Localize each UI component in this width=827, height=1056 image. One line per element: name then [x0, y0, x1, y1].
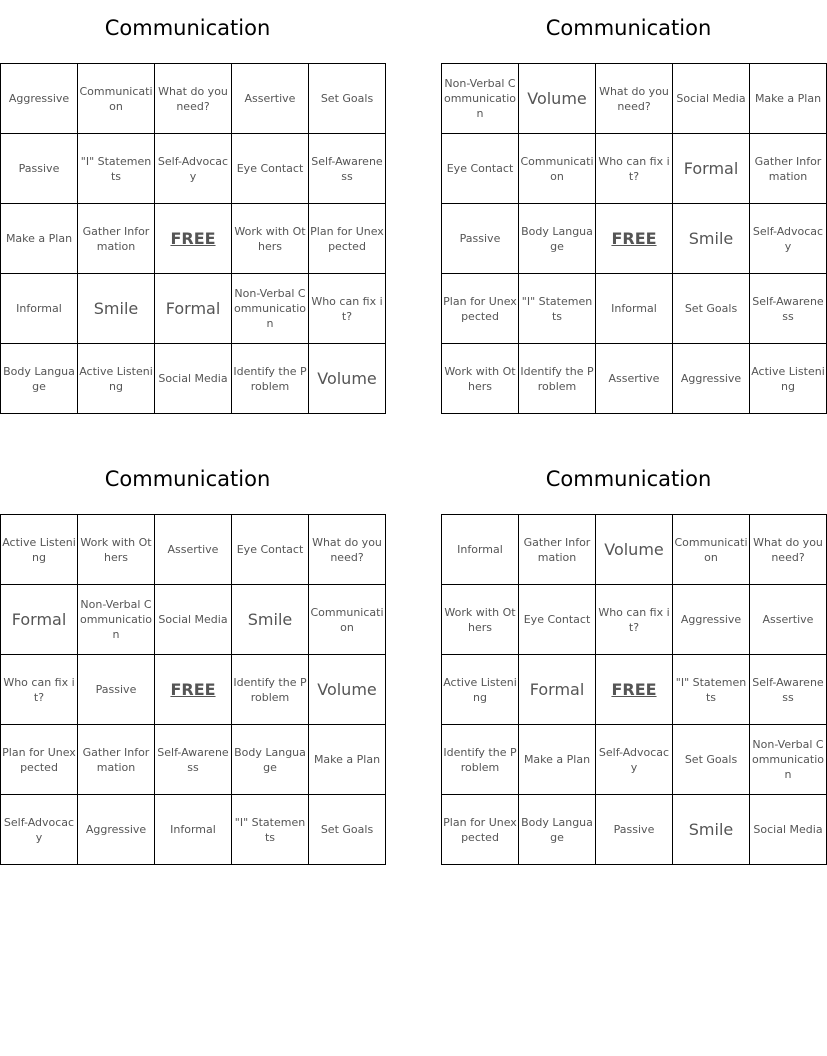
free-space: FREE — [155, 204, 232, 274]
bingo-cell: Aggressive — [1, 64, 78, 134]
bingo-cell: Communication — [673, 515, 750, 585]
bingo-cell: Informal — [442, 515, 519, 585]
bingo-cell: Passive — [442, 204, 519, 274]
grid-row — [442, 134, 827, 204]
bingo-cell: Assertive — [750, 585, 827, 655]
bingo-cell: Informal — [1, 274, 78, 344]
bingo-cell: What do you need? — [309, 515, 386, 585]
grid-row — [442, 274, 827, 344]
bingo-cell: Identify the Problem — [232, 655, 309, 725]
grid-row — [1, 344, 386, 414]
bingo-cell: Make a Plan — [750, 64, 827, 134]
bingo-cell: Smile — [673, 795, 750, 865]
bingo-cell: "I" Statements — [673, 655, 750, 725]
bingo-cell: Eye Contact — [232, 134, 309, 204]
bingo-cell: Volume — [519, 64, 596, 134]
bingo-cell: "I" Statements — [519, 274, 596, 344]
bingo-cell: Non-Verbal Communication — [750, 725, 827, 795]
bingo-cell: Passive — [596, 795, 673, 865]
bingo-cell: Non-Verbal Communication — [78, 585, 155, 655]
card-title: Communication — [104, 467, 271, 491]
bingo-cell: Formal — [519, 655, 596, 725]
bingo-cell: Gather Information — [750, 134, 827, 204]
grid-row — [1, 515, 386, 585]
bingo-cell: Gather Information — [519, 515, 596, 585]
bingo-cell: Non-Verbal Communication — [232, 274, 309, 344]
bingo-cell: Plan for Unexpected — [442, 274, 519, 344]
bingo-grid — [0, 63, 386, 414]
grid-row — [1, 725, 386, 795]
bingo-cell: Self-Awareness — [750, 655, 827, 725]
bingo-cell: Plan for Unexpected — [309, 204, 386, 274]
bingo-cell: Smile — [78, 274, 155, 344]
bingo-cell: Active Listening — [750, 344, 827, 414]
bingo-cell: Self-Awareness — [309, 134, 386, 204]
grid-row — [1, 204, 386, 274]
bingo-cell: Set Goals — [309, 64, 386, 134]
bingo-cell: Body Language — [1, 344, 78, 414]
free-space: FREE — [596, 204, 673, 274]
bingo-cell: Set Goals — [673, 725, 750, 795]
bingo-cell: Active Listening — [1, 515, 78, 585]
bingo-cell: Work with Others — [78, 515, 155, 585]
bingo-cell: Social Media — [155, 585, 232, 655]
bingo-cell: Aggressive — [78, 795, 155, 865]
bingo-cell: Body Language — [232, 725, 309, 795]
bingo-cell: Who can fix it? — [309, 274, 386, 344]
bingo-cell: Communication — [519, 134, 596, 204]
bingo-cell: "I" Statements — [232, 795, 309, 865]
bingo-cell: Smile — [673, 204, 750, 274]
bingo-cell: Social Media — [155, 344, 232, 414]
bingo-cell: Eye Contact — [442, 134, 519, 204]
bingo-cell: Aggressive — [673, 344, 750, 414]
bingo-cell: What do you need? — [750, 515, 827, 585]
bingo-cell: Plan for Unexpected — [442, 795, 519, 865]
bingo-cell: Plan for Unexpected — [1, 725, 78, 795]
bingo-cell: Self-Awareness — [750, 274, 827, 344]
bingo-cell: Formal — [1, 585, 78, 655]
bingo-cell: What do you need? — [596, 64, 673, 134]
bingo-cell: Who can fix it? — [1, 655, 78, 725]
bingo-cell: Aggressive — [673, 585, 750, 655]
bingo-cell: Self-Advocacy — [596, 725, 673, 795]
bingo-cell: Non-Verbal Communication — [442, 64, 519, 134]
bingo-cell: Communication — [309, 585, 386, 655]
bingo-cell: Self-Advocacy — [1, 795, 78, 865]
grid-row — [442, 725, 827, 795]
bingo-cell: Formal — [673, 134, 750, 204]
bingo-cell: Make a Plan — [1, 204, 78, 274]
bingo-cell: Body Language — [519, 795, 596, 865]
bingo-cell: Work with Others — [232, 204, 309, 274]
bingo-cell: Smile — [232, 585, 309, 655]
grid-row — [442, 515, 827, 585]
bingo-cell: Work with Others — [442, 344, 519, 414]
bingo-cell: Informal — [155, 795, 232, 865]
grid-row — [442, 64, 827, 134]
grid-row — [1, 655, 386, 725]
grid-row — [442, 344, 827, 414]
bingo-cell: Who can fix it? — [596, 134, 673, 204]
card-title: Communication — [545, 467, 712, 491]
card-title: Communication — [104, 16, 271, 40]
free-space: FREE — [155, 655, 232, 725]
bingo-cell: Who can fix it? — [596, 585, 673, 655]
grid-row — [1, 585, 386, 655]
bingo-cell: Self-Awareness — [155, 725, 232, 795]
grid-row — [442, 585, 827, 655]
grid-row — [442, 795, 827, 865]
bingo-cell: Set Goals — [673, 274, 750, 344]
card-title: Communication — [545, 16, 712, 40]
bingo-cell: Passive — [78, 655, 155, 725]
grid-row — [1, 64, 386, 134]
bingo-cell: Self-Advocacy — [750, 204, 827, 274]
bingo-cell: Work with Others — [442, 585, 519, 655]
bingo-cell: Identify the Problem — [442, 725, 519, 795]
bingo-cell: Assertive — [596, 344, 673, 414]
bingo-cell: Identify the Problem — [519, 344, 596, 414]
bingo-cell: Make a Plan — [309, 725, 386, 795]
bingo-cell: Volume — [596, 515, 673, 585]
bingo-cell: Passive — [1, 134, 78, 204]
bingo-cell: Gather Information — [78, 204, 155, 274]
bingo-cell: Gather Information — [78, 725, 155, 795]
bingo-cell: Make a Plan — [519, 725, 596, 795]
bingo-cell: Body Language — [519, 204, 596, 274]
bingo-cell: Social Media — [750, 795, 827, 865]
bingo-cell: Volume — [309, 655, 386, 725]
bingo-cell: Eye Contact — [232, 515, 309, 585]
bingo-cell: Set Goals — [309, 795, 386, 865]
bingo-cell: Identify the Problem — [232, 344, 309, 414]
bingo-grid — [441, 514, 827, 865]
bingo-cell: Active Listening — [442, 655, 519, 725]
grid-row — [442, 655, 827, 725]
bingo-cell: Eye Contact — [519, 585, 596, 655]
bingo-cell: Communication — [78, 64, 155, 134]
bingo-cell: Assertive — [232, 64, 309, 134]
bingo-grid — [441, 63, 827, 414]
bingo-cell: Assertive — [155, 515, 232, 585]
bingo-cell: What do you need? — [155, 64, 232, 134]
bingo-cell: Formal — [155, 274, 232, 344]
grid-row — [1, 134, 386, 204]
grid-row — [1, 274, 386, 344]
bingo-cell: Active Listening — [78, 344, 155, 414]
free-space: FREE — [596, 655, 673, 725]
bingo-cell: Volume — [309, 344, 386, 414]
bingo-cell: Self-Advocacy — [155, 134, 232, 204]
bingo-cell: "I" Statements — [78, 134, 155, 204]
grid-row — [1, 795, 386, 865]
bingo-cell: Social Media — [673, 64, 750, 134]
grid-row — [442, 204, 827, 274]
bingo-cell: Informal — [596, 274, 673, 344]
bingo-grid — [0, 514, 386, 865]
